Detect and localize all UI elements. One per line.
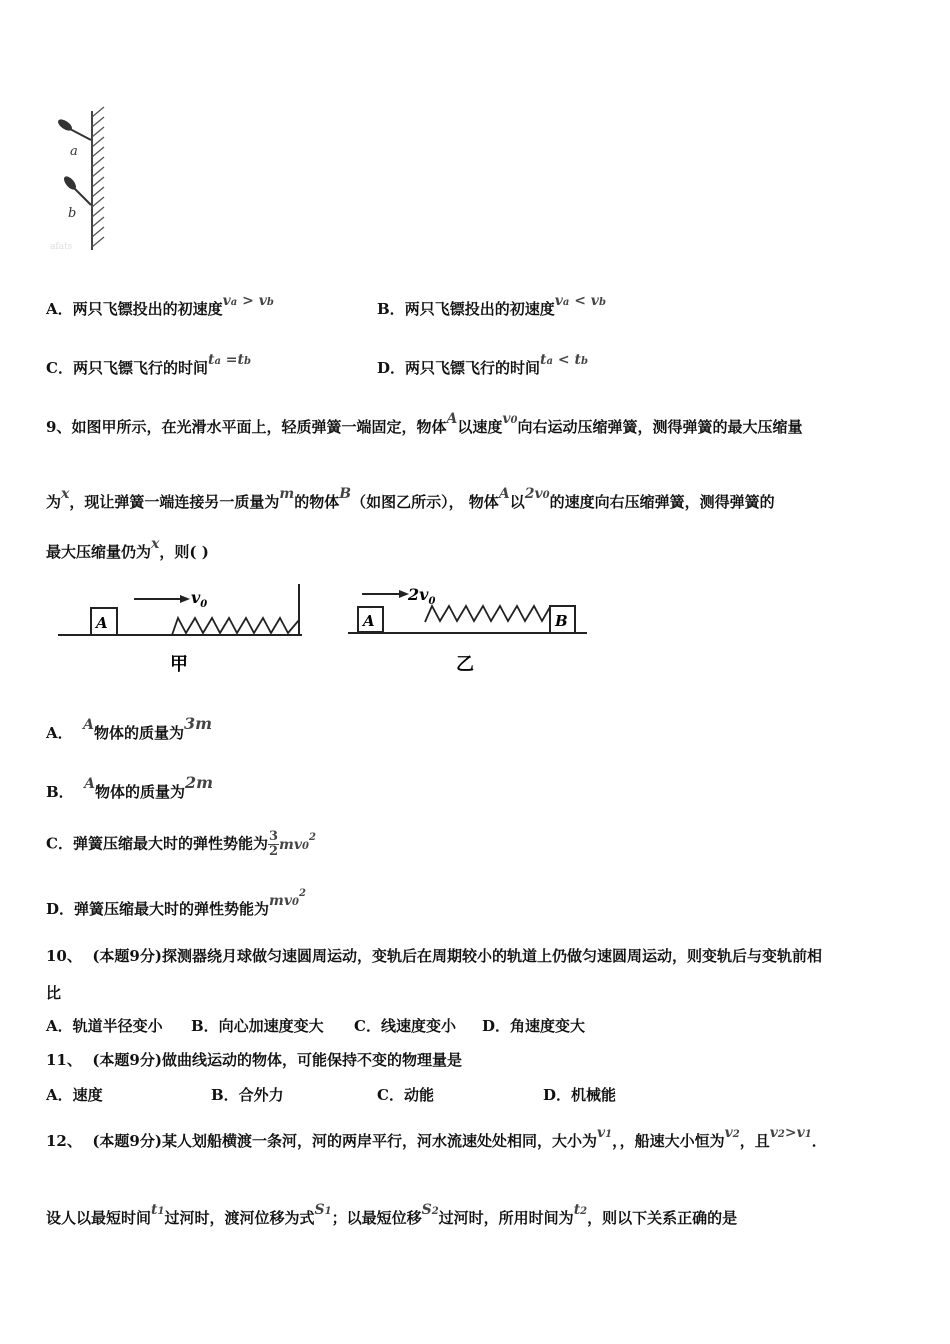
spring-figure bbox=[50, 578, 600, 678]
q12-line2: 设人以最短时间t1过河时，渡河位移为式S1；以最短位移S2过河时，所用时间为t2，则以下关系正确的是 bbox=[46, 1202, 738, 1227]
block-b-right-label: B bbox=[555, 612, 568, 630]
caption-jia: 甲 bbox=[170, 654, 188, 675]
q8-option-d[interactable]: D．两只飞镖飞行的时间ta < tb bbox=[377, 352, 588, 377]
velocity-label-right: $2v_0$ bbox=[408, 585, 436, 607]
q11-option-c[interactable]: C．动能 bbox=[377, 1086, 434, 1104]
q9-option-c[interactable]: C．弹簧压缩最大时的弹性势能为 $\frac{3}{2}$ $mv0^2$ bbox=[46, 829, 316, 859]
q11-option-a[interactable]: A．速度 bbox=[46, 1086, 103, 1104]
caption-yi: 乙 bbox=[456, 654, 474, 675]
q11-option-d[interactable]: D．机械能 bbox=[543, 1086, 617, 1104]
q9-line1: 9、如图甲所示，在光滑水平面上，轻质弹簧一端固定，物体A以速度v0向右运动压缩弹簧，测得弹簧的最大压缩量 bbox=[46, 411, 803, 436]
dart-a-label: a bbox=[70, 144, 78, 159]
watermark: afats bbox=[50, 242, 73, 252]
q8-option-b[interactable]: B．两只飞镖投出的初速度va < vb bbox=[377, 293, 606, 318]
q10-stem: 10、 (本题9分)探测器绕月球做匀速圆周运动，变轨后在周期较小的轨道上仍做匀速圆周运动，则变轨后与变轨前相 bbox=[46, 947, 822, 965]
velocity-label-left: $v_0$ bbox=[191, 588, 208, 610]
q11-option-b[interactable]: B．合外力 bbox=[211, 1086, 284, 1104]
spring-right bbox=[425, 606, 550, 622]
q10-option-c[interactable]: C．线速度变小 bbox=[354, 1017, 456, 1035]
q9-option-d[interactable]: D．弹簧压缩最大时的弹性势能为$mv0^2$ bbox=[46, 888, 306, 918]
q8-option-a[interactable]: A．两只飞镖投出的初速度va > vb bbox=[46, 293, 274, 318]
q9-option-b[interactable]: B． A物体的质量为2m bbox=[46, 773, 214, 801]
q10-stem-cont: 比 bbox=[46, 984, 62, 1002]
q12-stem: 12、 (本题9分)某人划船横渡一条河，河的两岸平行，河水流速处处相同，大小为v1，，船速大小恒为v2，且v2>v1． bbox=[46, 1125, 827, 1150]
q9-option-a[interactable]: A． A物体的质量为3m bbox=[46, 714, 213, 742]
spring-left bbox=[172, 618, 299, 635]
q10-option-a[interactable]: A．轨道半径变小 bbox=[46, 1017, 163, 1035]
dart-a bbox=[56, 117, 91, 140]
dart-b-label: b bbox=[68, 206, 77, 221]
q9-line3: 最大压缩量仍为x，则( ) bbox=[46, 536, 209, 561]
dart-wall-figure bbox=[50, 105, 120, 255]
q9-line2: 为x，现让弹簧一端连接另一质量为m的物体B（如图乙所示）， 物体A以2v0的速度向右压缩弹簧，测得弹簧的 bbox=[46, 486, 775, 511]
q10-option-d[interactable]: D．角速度变大 bbox=[482, 1017, 586, 1035]
block-a-right-label: A bbox=[363, 612, 375, 630]
q10-option-b[interactable]: B．向心加速度变大 bbox=[191, 1017, 324, 1035]
q8-option-c[interactable]: C．两只飞镖飞行的时间ta =tb bbox=[46, 352, 251, 377]
q11-stem: 11、 (本题9分)做曲线运动的物体，可能保持不变的物理量是 bbox=[46, 1051, 462, 1069]
figure-jia bbox=[58, 584, 302, 675]
figure-yi bbox=[348, 585, 587, 675]
block-a-left-label: A bbox=[96, 614, 108, 632]
dart-b bbox=[62, 174, 91, 205]
